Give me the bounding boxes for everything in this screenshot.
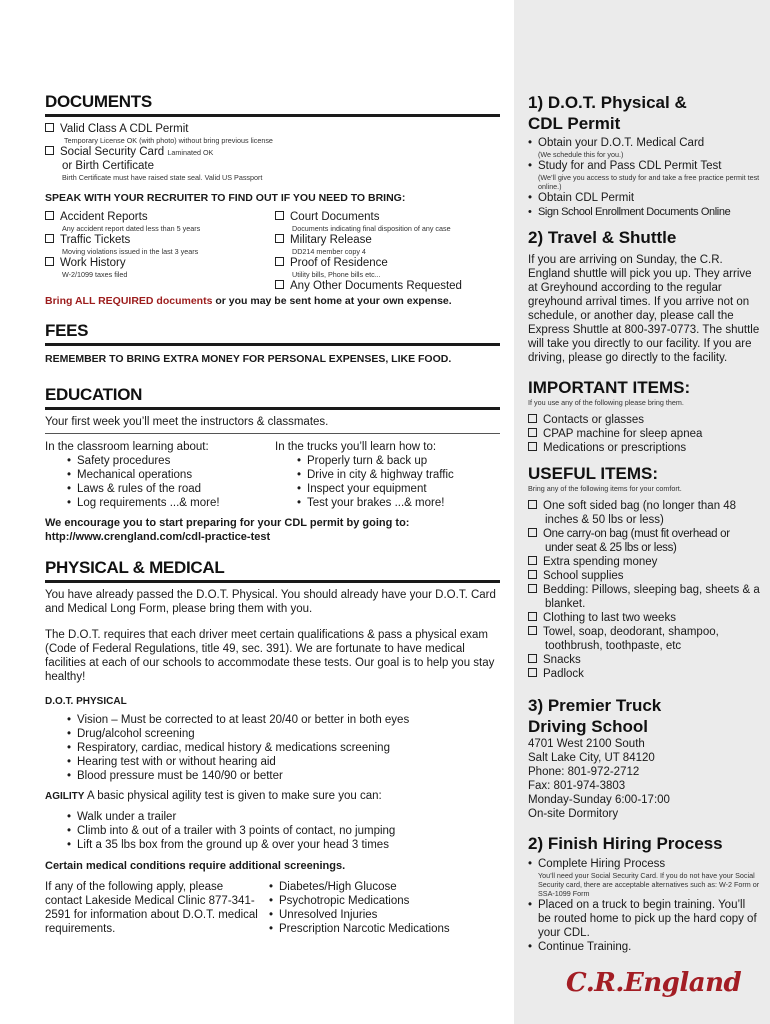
school-address: 4701 West 2100 South Salt Lake City, UT 84120 Phone: 801-972-2712 Fax: 801-974-3803 Monday-Sunday 6:00-17:00 On-site Dormitory <box>528 738 670 820</box>
checkbox-icon <box>528 428 537 437</box>
list-item: • Drive in city & highway traffic <box>297 468 500 482</box>
list-item: • Blood pressure must be 140/90 or better <box>67 769 500 783</box>
fees-heading: FEES <box>45 321 500 346</box>
doc-note: Temporary License OK (with photo) without bring previous license <box>64 136 273 145</box>
list-item: • Mechanical operations <box>67 468 275 482</box>
trucks-list: In the trucks you’ll learn how to: • Properly turn & back up • Drive in city & highway traffic • Inspect your equipment • Test your brakes ...& more! <box>275 440 500 510</box>
checkbox-icon <box>275 257 284 266</box>
hiring-heading: 2) Finish Hiring Process <box>528 834 723 853</box>
dot-permit-heading: 1) D.O.T. Physical & CDL Permit <box>528 93 687 133</box>
list-item: • Psychotropic Medications <box>269 894 500 908</box>
checkbox-icon <box>528 442 537 451</box>
checkbox-icon <box>528 570 537 579</box>
doc-item-birth-cert: or Birth Certificate <box>62 160 155 172</box>
bring-required-notice: Bring ALL REQUIRED documents or you may be sent home at your own expense. <box>45 295 452 307</box>
list-item: • Hearing test with or without hearing aid <box>67 755 500 769</box>
checkbox-icon <box>45 146 54 155</box>
right-column <box>528 92 760 954</box>
doc-item-cdl-permit: Valid Class A CDL Permit <box>45 122 500 136</box>
useful-items-list: One soft sided bag (no longer than 48 inches & 50 lbs or less) One carry-on bag (must fit overhead or under seat & 25 lbs or less) Extra spending money School supplies Bedding: Pillows, sleeping bag, sheets & a blanket. Clothing to last two weeks Towel, soap, deodorant, shampoo, toothbrush, toothpaste, etc Snacks Padlock <box>528 499 760 681</box>
checkbox-icon <box>528 414 537 423</box>
checkbox-icon <box>528 528 537 537</box>
checkbox-icon <box>275 234 284 243</box>
dot-physical-heading: D.O.T. PHYSICAL <box>45 696 127 707</box>
speak-recruiter-heading: SPEAK WITH YOUR RECRUITER TO FIND OUT IF YOU NEED TO BRING: <box>45 192 406 204</box>
list-item: • Unresolved Injuries <box>269 908 500 922</box>
checkbox-icon <box>528 626 537 635</box>
education-heading: EDUCATION <box>45 385 500 410</box>
cr-england-logo: C.R.England <box>566 968 742 998</box>
list-item: • Continue Training. <box>528 940 760 954</box>
physical-heading: PHYSICAL & MEDICAL <box>45 558 500 583</box>
travel-heading: 2) Travel & Shuttle <box>528 228 677 247</box>
checkbox-icon <box>45 211 54 220</box>
list-item: • Obtain your D.O.T. Medical Card (We schedule this for you.) <box>528 136 760 159</box>
agility-text: AGILITY A basic physical agility test is given to make sure you can: <box>45 790 382 802</box>
checkbox-icon <box>528 584 537 593</box>
education-intro: Your first week you’ll meet the instructors & classmates. <box>45 415 500 434</box>
education-columns <box>45 440 500 512</box>
checkbox-icon <box>528 668 537 677</box>
fees-text: REMEMBER TO BRING EXTRA MONEY FOR PERSONAL EXPENSES, LIKE FOOD. <box>45 353 452 365</box>
recruiter-documents <box>45 210 500 290</box>
list-item: • Obtain CDL Permit <box>528 191 760 205</box>
list-item: • Respiratory, cardiac, medical history & medications screening <box>67 741 500 755</box>
documents-required-list <box>45 122 500 182</box>
list-item: • Lift a 35 lbs box from the ground up & over your head 3 times <box>67 838 500 852</box>
list-item: • Safety procedures <box>67 454 275 468</box>
list-item: • Inspect your equipment <box>297 482 500 496</box>
certain-conditions-heading: Certain medical conditions require additional screenings. <box>45 860 346 872</box>
hiring-list <box>528 857 760 954</box>
list-item: • Properly turn & back up <box>297 454 500 468</box>
useful-items-note: Bring any of the following items for your comfort. <box>528 484 682 493</box>
doc-item-ssn: Social Security Card Laminated OK <box>45 145 500 159</box>
list-item: • Drug/alcohol screening <box>67 727 500 741</box>
practice-test-link[interactable]: http://www.crengland.com/cdl-practice-test <box>45 531 271 543</box>
dot-permit-list <box>528 136 760 219</box>
list-item: • Complete Hiring Process You’ll need your Social Security Card. If you do not have your Social Security card, there are acceptable alternatives such as: W-2 Form or SSA-1099 Form <box>528 857 760 898</box>
checkbox-icon <box>528 612 537 621</box>
list-item: • Vision – Must be corrected to at least 20/40 or better in both eyes <box>67 713 500 727</box>
important-items-list: Contacts or glasses CPAP machine for sleep apnea Medications or prescriptions <box>528 413 760 455</box>
list-item: • Log requirements ...& more! <box>67 496 275 510</box>
checkbox-icon <box>528 654 537 663</box>
list-item: • Climb into & out of a trailer with 3 points of contact, no jumping <box>67 824 500 838</box>
recruiter-docs-left: Accident Reports Any accident report dated less than 5 years Traffic Tickets Moving violations issued in the last 3 years Work History W-2/1099 taxes filed <box>45 210 270 279</box>
checkbox-icon <box>45 123 54 132</box>
checkbox-icon <box>45 234 54 243</box>
conditions-list <box>269 880 500 936</box>
dot-physical-list <box>45 713 500 783</box>
physical-p2: The D.O.T. requires that each driver meet certain qualifications & pass a physical exam (Code of Federal Regulations, title 49, sec. 391). We are fortunate to have medical facilities at each of our schools to accommodate these tests. Our goal is to help you stay healthy! <box>45 629 495 683</box>
physical-p1: You have already passed the D.O.T. Physical. You should already have your D.O.T. Card and Medical Long Form, please bring them with you. <box>45 589 496 615</box>
checkbox-icon <box>528 556 537 565</box>
important-items-heading: IMPORTANT ITEMS: <box>528 378 691 397</box>
recruiter-docs-right: Court Documents Documents indicating final disposition of any case Military Release DD214 member copy 4 Proof of Residence Utility bills, Phone bills etc... Any Other Documents Requested <box>275 210 500 293</box>
list-item: • Sign School Enrollment Documents Online <box>528 205 760 219</box>
left-column <box>45 92 500 940</box>
list-item: • Laws & rules of the road <box>67 482 275 496</box>
checkbox-icon <box>528 500 537 509</box>
list-item: • Placed on a truck to begin training. You’ll be routed home to pick up the hard copy of your CDL. <box>528 898 760 940</box>
school-heading: 3) Premier Truck Driving School <box>528 696 662 736</box>
agility-list <box>45 810 500 852</box>
list-item: • Prescription Narcotic Medications <box>269 922 500 936</box>
useful-items-heading: USEFUL ITEMS: <box>528 464 659 483</box>
encourage-text: We encourage you to start preparing for your CDL permit by going to: <box>45 517 410 529</box>
list-item: • Study for and Pass CDL Permit Test (We’ll give you access to study for and take a free practice permit test online.) <box>528 159 760 191</box>
conditions-section <box>45 880 500 940</box>
documents-heading: DOCUMENTS <box>45 92 500 117</box>
list-item: • Test your brakes ...& more! <box>297 496 500 510</box>
checkbox-icon <box>275 280 284 289</box>
checkbox-icon <box>275 211 284 220</box>
doc-note: Birth Certificate must have raised state seal. Valid US Passport <box>62 173 263 182</box>
list-item: • Diabetes/High Glucose <box>269 880 500 894</box>
travel-text: If you are arriving on Sunday, the C.R. England shuttle will pick you up. They arrive at Greyhound according to the regular greyhound arrival times. If you arrive not on schedule, or another day, please call the Express Shuttle at 800-397-0773. The shuttle will take you directly to our facility. If you are driving, please go directly to the facility. <box>528 254 760 364</box>
list-item: • Walk under a trailer <box>67 810 500 824</box>
important-items-note: If you use any of the following please bring them. <box>528 398 684 407</box>
clinic-contact-text: If any of the following apply, please contact Lakeside Medical Clinic 877-341-2591 for information about D.O.T. medical requirements. <box>45 881 258 935</box>
classroom-list: In the classroom learning about: • Safety procedures • Mechanical operations • Laws & rules of the road • Log requirements ...& more! <box>45 440 275 510</box>
checkbox-icon <box>45 257 54 266</box>
